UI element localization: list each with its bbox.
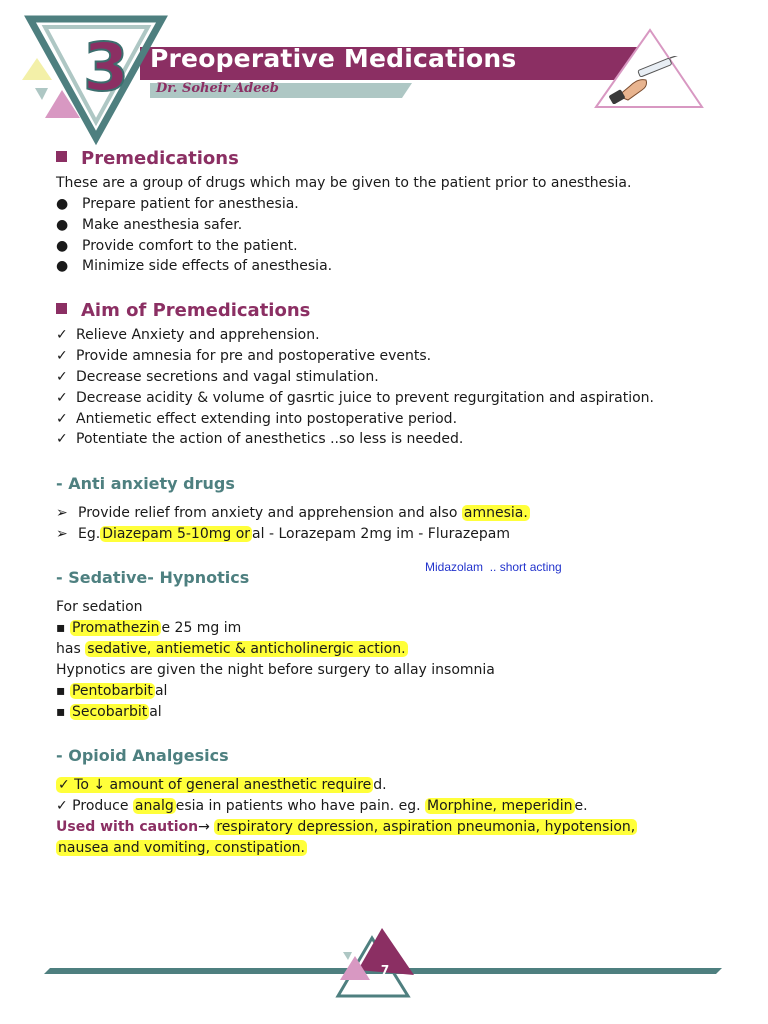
check-icon: ✓ — [56, 369, 68, 385]
sedative-action-line: has sedative, antiemetic & anticholinergic action. — [56, 641, 406, 657]
anti-anxiety-heading: - Anti anxiety drugs — [56, 474, 235, 493]
handwritten-note: Midazolam .. short acting — [425, 560, 562, 574]
aim-heading: Aim of Premedications — [56, 300, 310, 321]
anti-anxiety-line-2: ➢ Eg. Diazepam 5-10mg or al - Lorazepam 2mg im - Flurazepam — [56, 526, 510, 542]
check-icon: ✓ — [56, 431, 68, 447]
arrow-bullet-icon: ➢ — [56, 505, 68, 521]
check-icon: ✓ — [56, 411, 68, 427]
opioid-heading: - Opioid Analgesics — [56, 746, 229, 765]
syringe-hand-icon — [608, 56, 688, 104]
anti-anxiety-line-1: ➢ Provide relief from anxiety and apprehension and also amnesia. — [56, 505, 528, 521]
author-name: Dr. Soheir Adeeb — [156, 81, 279, 96]
chapter-number: 3 — [83, 29, 129, 106]
premedications-intro: These are a group of drugs which may be given to the patient prior to anesthesia. — [56, 175, 632, 191]
hypnotics-line: Hypnotics are given the night before surgery to allay insomnia — [56, 662, 495, 678]
list-item: ✓ Antiemetic effect extending into postoperative period. — [56, 411, 458, 427]
page-number: 7 — [380, 963, 390, 977]
square-bullet-icon — [56, 303, 67, 314]
premedications-heading: Premedications — [56, 148, 239, 169]
opioid-line-2: ✓ Produce analg esia in patients who have pain. eg. Morphine, meperidin e. — [56, 798, 588, 814]
square-bullet-icon — [56, 151, 67, 162]
secobarbital-line: ▪ Secobarbit al — [56, 704, 162, 720]
check-icon: ✓ — [56, 348, 68, 364]
arrow-bullet-icon: ➢ — [56, 526, 68, 542]
list-item: ✓ Provide amnesia for pre and postoperative events. — [56, 348, 432, 364]
for-sedation-text: For sedation — [56, 599, 143, 615]
list-item: ✓ Decrease secretions and vagal stimulation. — [56, 369, 379, 385]
list-item: ● Prepare patient for anesthesia. — [56, 196, 299, 212]
list-item: ✓ Decrease acidity & volume of gasrtic juice to prevent regurgitation and aspiration. — [56, 390, 654, 406]
list-item: ● Minimize side effects of anesthesia. — [56, 258, 333, 274]
promethazine-line: ▪ Promathezin e 25 mg im — [56, 620, 242, 636]
list-item: ✓ Relieve Anxiety and apprehension. — [56, 327, 320, 343]
list-item: ● Make anesthesia safer. — [56, 217, 243, 233]
check-icon: ✓ — [56, 327, 68, 343]
list-item: ● Provide comfort to the patient. — [56, 238, 298, 254]
check-icon: ✓ — [56, 390, 68, 406]
opioid-line-1: ✓ To ↓ amount of general anesthetic require d. — [58, 777, 387, 793]
list-item: ✓ Potentiate the action of anesthetics ..so less is needed. — [56, 431, 464, 447]
sedative-heading: - Sedative- Hypnotics — [56, 568, 250, 587]
page-title: Preoperative Medications — [150, 44, 517, 73]
opioid-caution-line: Used with caution→ respiratory depression, aspiration pneumonia, hypotension, — [56, 819, 636, 835]
pentobarbital-line: ▪ Pentobarbit al — [56, 683, 168, 699]
opioid-caution-line-2: nausea and vomiting, constipation. — [58, 840, 306, 856]
